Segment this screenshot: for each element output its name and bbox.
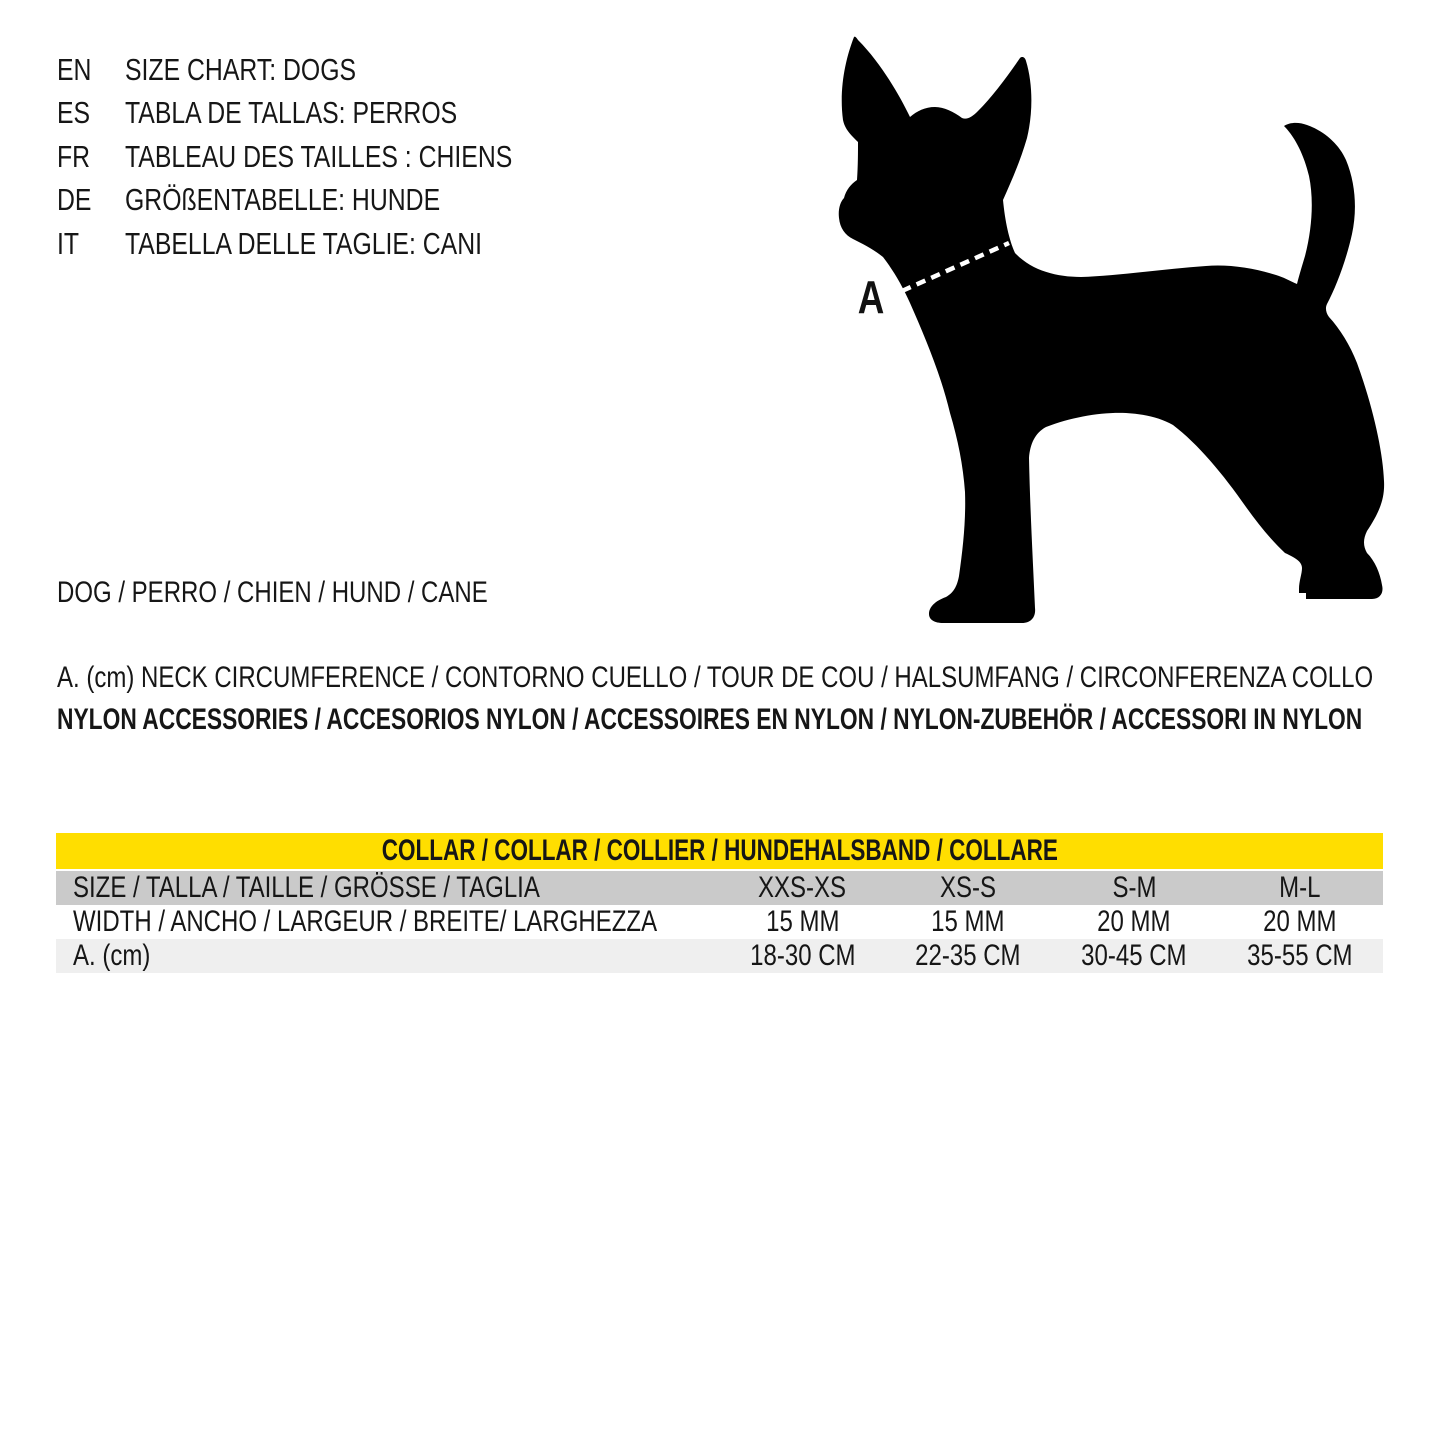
size-value-cell [1217,870,1383,905]
size-value: M-L [1279,871,1321,904]
size-value: XXS-XS [758,871,847,904]
language-title: TABLA DE TALLAS: PERROS [125,95,458,131]
measurement-note [57,661,1445,695]
table-row-size [56,870,1383,905]
row-label-cell [56,870,720,905]
language-title: TABELLA DELLE TAGLIE: CANI [125,225,482,261]
size-value-cell [1051,870,1217,905]
row-label: A. (cm) [73,939,151,972]
language-row-es [57,92,609,136]
language-title: SIZE CHART: DOGS [125,51,357,87]
dog-silhouette-svg [820,20,1420,640]
neck-value-cell [885,939,1051,973]
width-value: 20 MM [1097,905,1171,938]
width-value-cell [720,905,886,939]
material-note-text: NYLON ACCESSORIES / ACCESORIOS NYLON / ACCESSOIRES EN NYLON / NYLON-ZUBEHÖR / ACCESSORI IN NYLON [57,703,1363,736]
neck-value: 18-30 CM [749,939,856,972]
width-value: 15 MM [765,905,840,938]
row-label-cell [56,939,720,973]
language-row-fr [57,135,609,179]
measure-label-a: A [857,271,885,323]
table-row-neck [56,939,1383,973]
language-code: EN [57,51,92,87]
row-label: WIDTH / ANCHO / LARGEUR / BREITE/ LARGHEZZA [73,905,658,938]
figure-caption [57,576,595,610]
width-value-cell [1217,905,1383,939]
language-code: IT [57,225,80,261]
neck-value: 22-35 CM [915,939,1021,972]
material-note [57,703,1445,737]
width-value: 15 MM [931,905,1005,938]
width-value: 20 MM [1263,905,1337,938]
language-row-de [57,179,609,223]
figure-caption-text: DOG / PERRO / CHIEN / HUND / CANE [57,576,488,609]
language-code: DE [57,182,92,218]
dog-figure [820,20,1420,640]
row-label: SIZE / TALLA / TAILLE / GRÖSSE / TAGLIA [73,871,540,904]
neck-value: 35-55 CM [1247,939,1353,972]
size-table [56,833,1383,973]
size-value: S-M [1112,871,1157,904]
size-value: XS-S [940,871,997,904]
language-list [57,48,609,266]
dog-silhouette [839,37,1384,623]
neck-value: 30-45 CM [1081,939,1187,972]
size-value-cell [720,870,886,905]
language-code: ES [57,95,91,131]
neck-value-cell [1217,939,1383,973]
language-row-it [57,222,609,266]
table-title-row [56,833,1383,870]
language-title: TABLEAU DES TAILLES : CHIENS [125,138,513,174]
table-row-width [56,905,1383,939]
measurement-note-text: A. (cm) NECK CIRCUMFERENCE / CONTORNO CUELLO / TOUR DE COU / HALSUMFANG / CIRCONFERENZA COLLO [57,661,1374,694]
language-row-en [57,48,609,92]
table-title-cell [56,833,1383,870]
width-value-cell [885,905,1051,939]
neck-value-cell [720,939,886,973]
width-value-cell [1051,905,1217,939]
row-label-cell [56,905,720,939]
neck-value-cell [1051,939,1217,973]
language-code: FR [57,138,91,174]
size-value-cell [885,870,1051,905]
table-title-text: COLLAR / COLLAR / COLLIER / HUNDEHALSBAND / COLLARE [381,834,1058,867]
language-title: GRÖßENTABELLE: HUNDE [125,182,441,218]
